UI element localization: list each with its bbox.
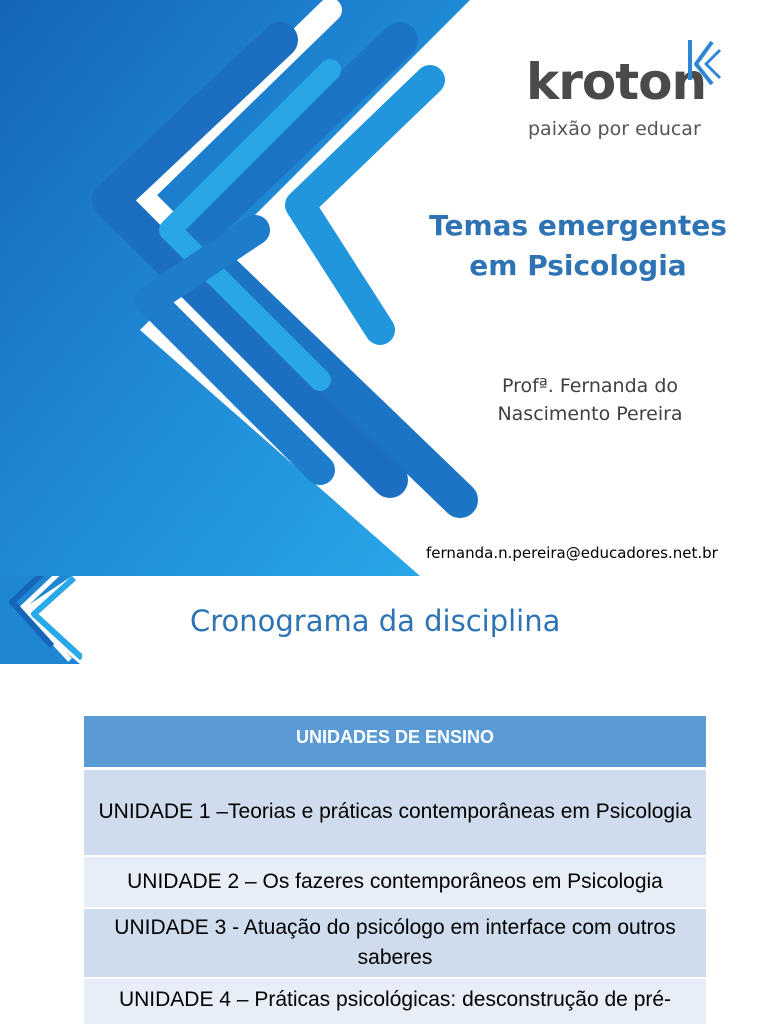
table-row [84,768,706,856]
table-header: UNIDADES DE ENSINO [84,716,706,768]
author-email: fernanda.n.pereira@educadores.net.br [426,544,718,562]
schedule-slide [0,576,768,1024]
logo-k-mark-icon [686,40,722,88]
presentation-title [408,206,748,286]
author-name [470,372,710,428]
unit-3-cell: UNIDADE 3 - Atuação do psicólogo em interface com outros saberes [84,908,706,978]
logo-tagline: paixão por educar [528,118,701,140]
table-row [84,856,706,908]
units-table [84,716,706,1024]
unit-2-cell: UNIDADE 2 – Os fazeres contemporâneos em Psicologia [84,856,706,908]
table-row [84,908,706,978]
logo-wordmark: kroton [526,53,707,111]
title-line-2: em Psicologia [469,249,687,282]
unit-1-cell: UNIDADE 1 –Teorias e práticas contemporâneas em Psicologia [84,768,706,856]
title-line-1: Temas emergentes [429,209,727,242]
kroton-logo [526,40,726,140]
corner-stripes-graphic [0,576,82,664]
table-row [84,978,706,1024]
author-line-2: Nascimento Pereira [497,403,683,425]
author-line-1: Profª. Fernanda do [501,375,679,397]
slide-heading: Cronograma da disciplina [190,604,561,638]
unit-4-cell: UNIDADE 4 – Práticas psicológicas: desconstrução de pré- [84,978,706,1024]
table-header-row [84,716,706,768]
